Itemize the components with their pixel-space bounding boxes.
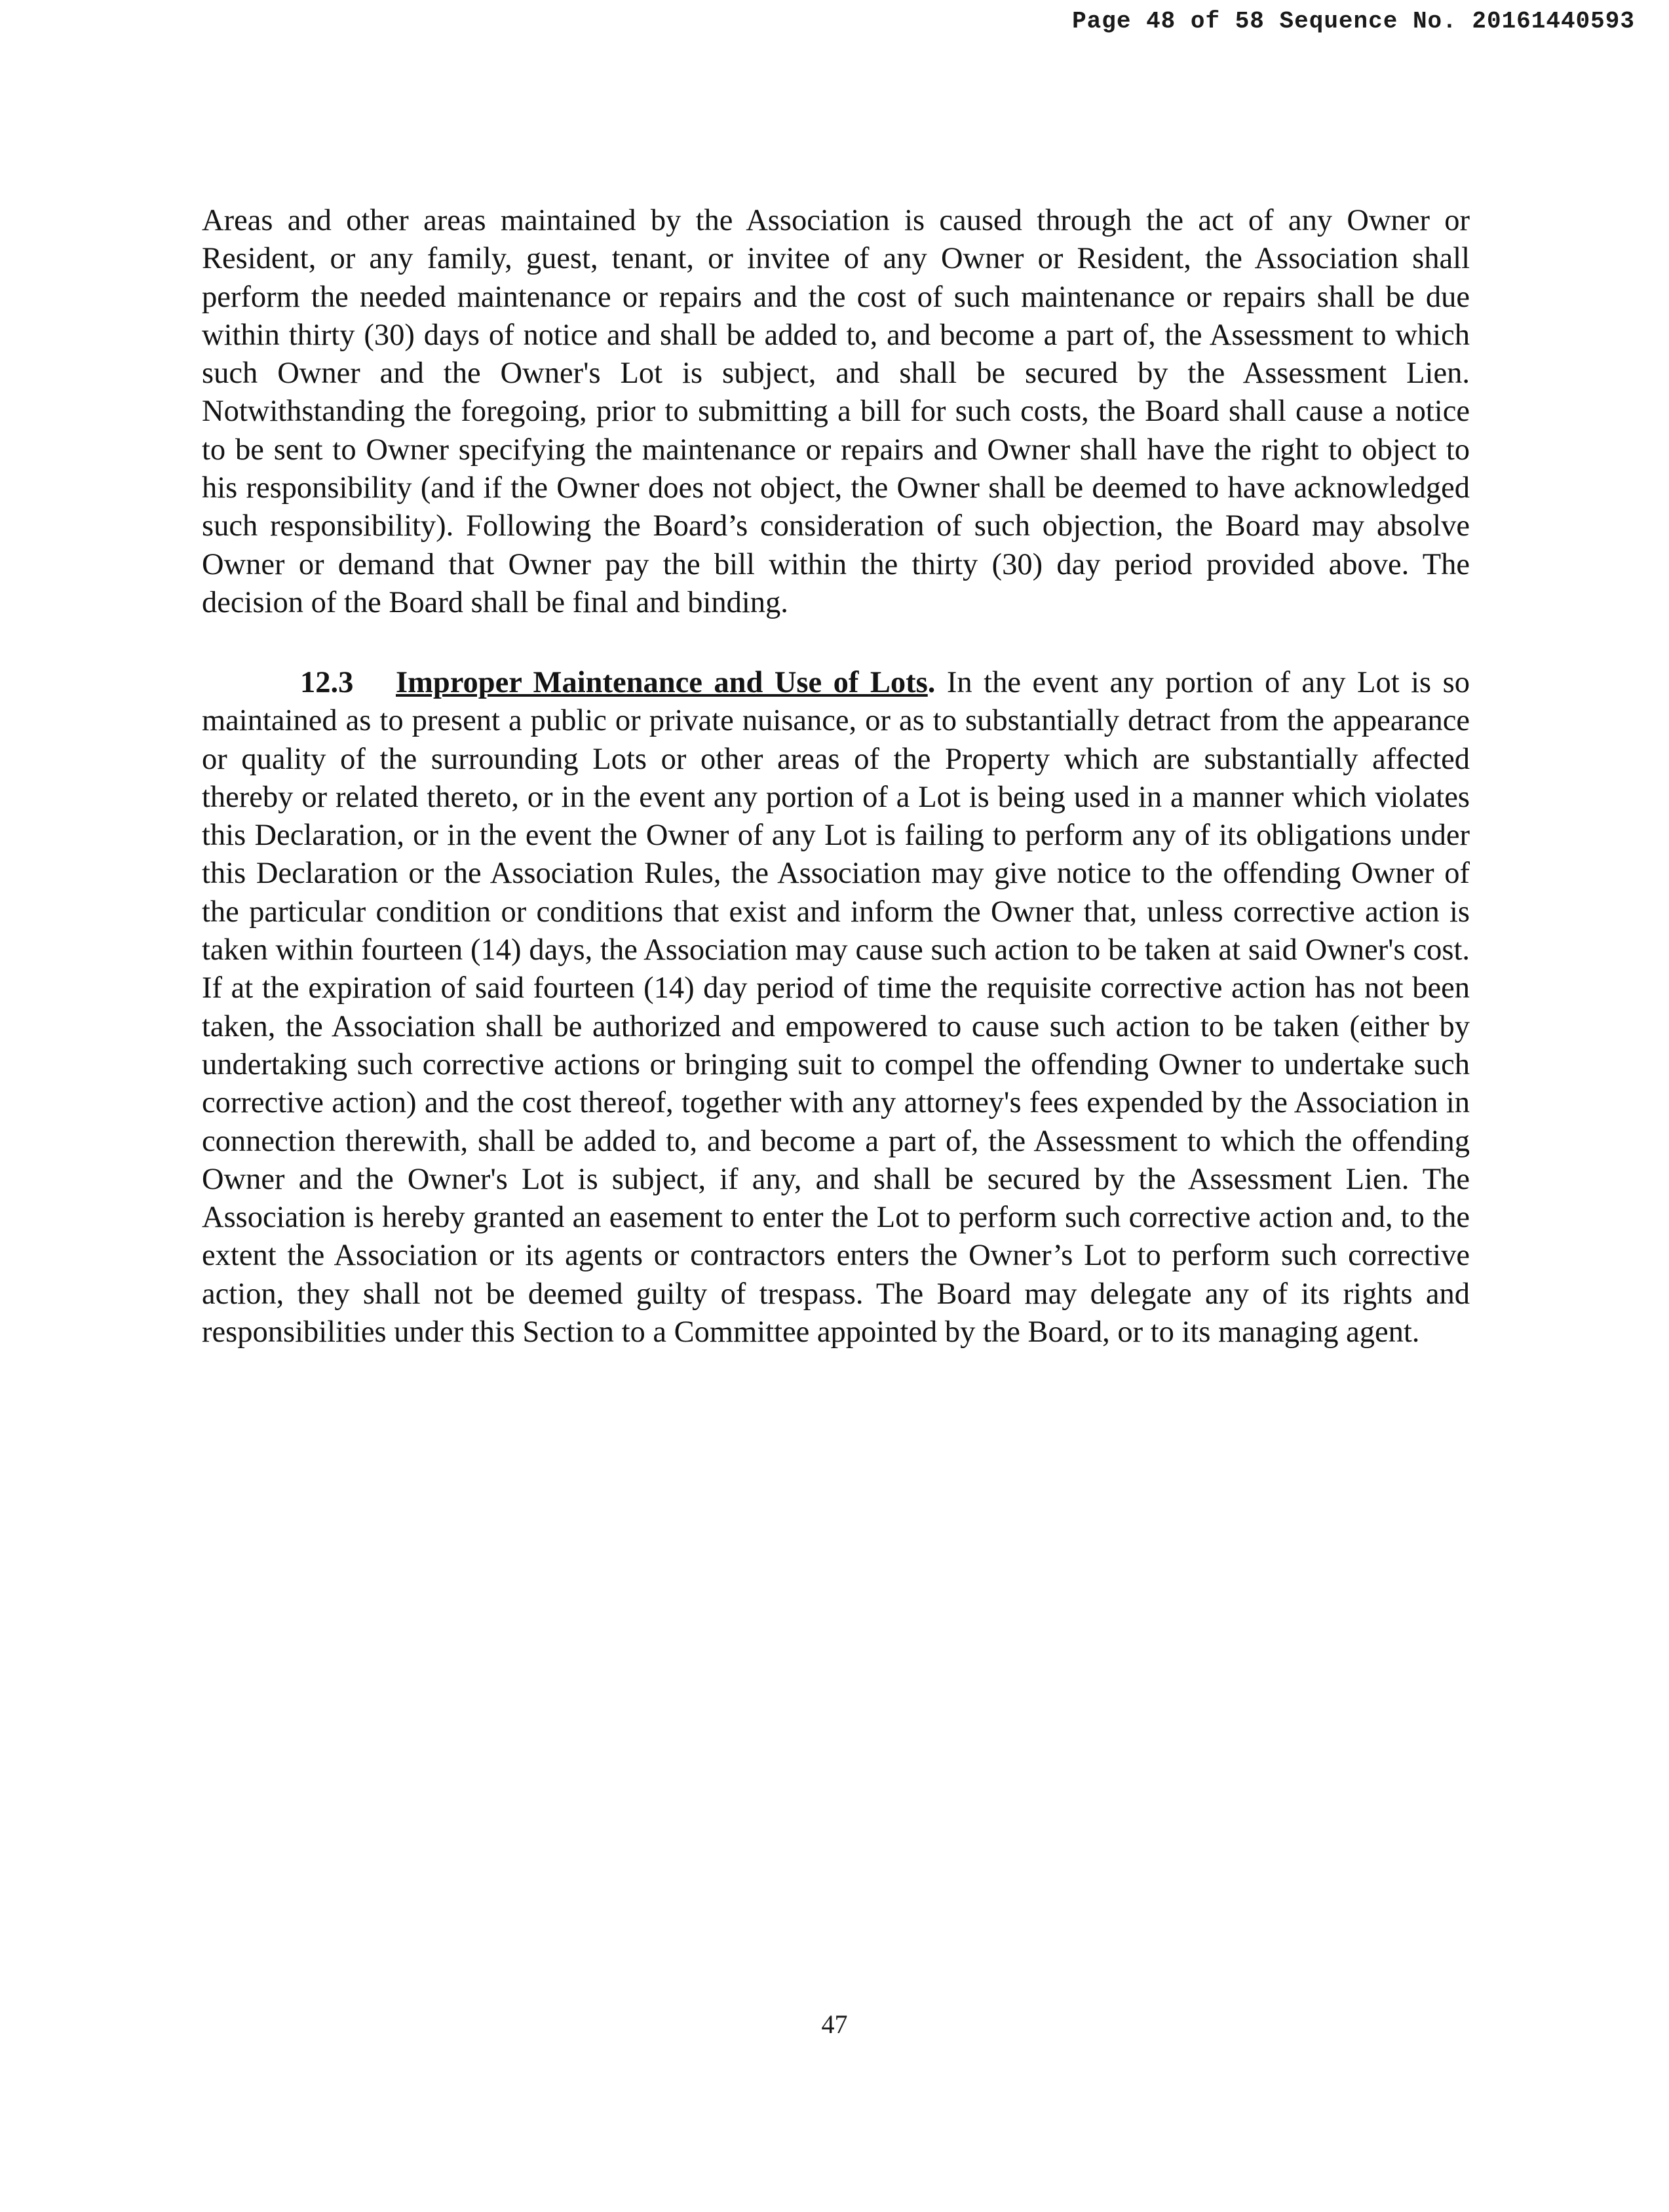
section-12-3-paragraph <box>202 664 1470 1351</box>
paragraph-continuation: Areas and other areas maintained by the Association is caused through the act of any Owner or Resident, or any family, guest, tenant, or invitee of any Owner or Resident, the Association shall perform the needed maintenance or repairs and the cost of such maintenance or repairs shall be due within thirty (30) days of notice and shall be added to, and become a part of, the Assessment to which such Owner and the Owner's Lot is subject, and shall be secured by the Assessment Lien. Notwithstanding the foregoing, prior to submitting a bill for such costs, the Board shall cause a notice to be sent to Owner specifying the maintenance or repairs and Owner shall have the right to object to his responsibility (and if the Owner does not object, the Owner shall be deemed to have acknowledged such responsibility). Following the Board’s consideration of such objection, the Board may absolve Owner or demand that Owner pay the bill within the thirty (30) day period provided above. The decision of the Board shall be final and binding. <box>202 204 1470 619</box>
section-number: 12.3 <box>300 666 354 699</box>
section-title-period: . <box>927 666 936 699</box>
section-title: Improper Maintenance and Use of Lots <box>396 666 928 699</box>
section-body: In the event any portion of any Lot is so maintained as to present a public or private nuisance, or as to substantially detract from the appearance or quality of the surrounding Lots or other areas of the Property which are substantially affected thereby or related thereto, or in the event any portion of a Lot is being used in a manner which violates this Declaration, or in the event the Owner of any Lot is failing to perform any of its obligations under this Declaration or the Association Rules, the Association may give notice to the offending Owner of the particular condition or conditions that exist and inform the Owner that, unless corrective action is taken within fourteen (14) days, the Association may cause such action to be taken at said Owner's cost. If at the expiration of said fourteen (14) day period of time the requisite corrective action has not been taken, the Association shall be authorized and empowered to cause such action to be taken (either by undertaking such corrective actions or bringing suit to compel the offending Owner to undertake such corrective action) and the cost thereof, together with any attorney's fees expended by the Association in connection therewith, shall be added to, and become a part of, the Assessment to which the offending Owner and the Owner's Lot is subject, if any, and shall be secured by the Assessment Lien. The Association is hereby granted an easement to enter the Lot to perform such corrective action and, to the extent the Association or its agents or contractors enters the Owner’s Lot to perform such corrective action, they shall not be deemed guilty of trespass. The Board may delegate any of its rights and responsibilities under this Section to a Committee appointed by the Board, or to its managing agent. <box>202 666 1470 1349</box>
page-sequence-header: Page 48 of 58 Sequence No. 20161440593 <box>1072 8 1635 35</box>
page-number: 47 <box>821 2009 848 2039</box>
